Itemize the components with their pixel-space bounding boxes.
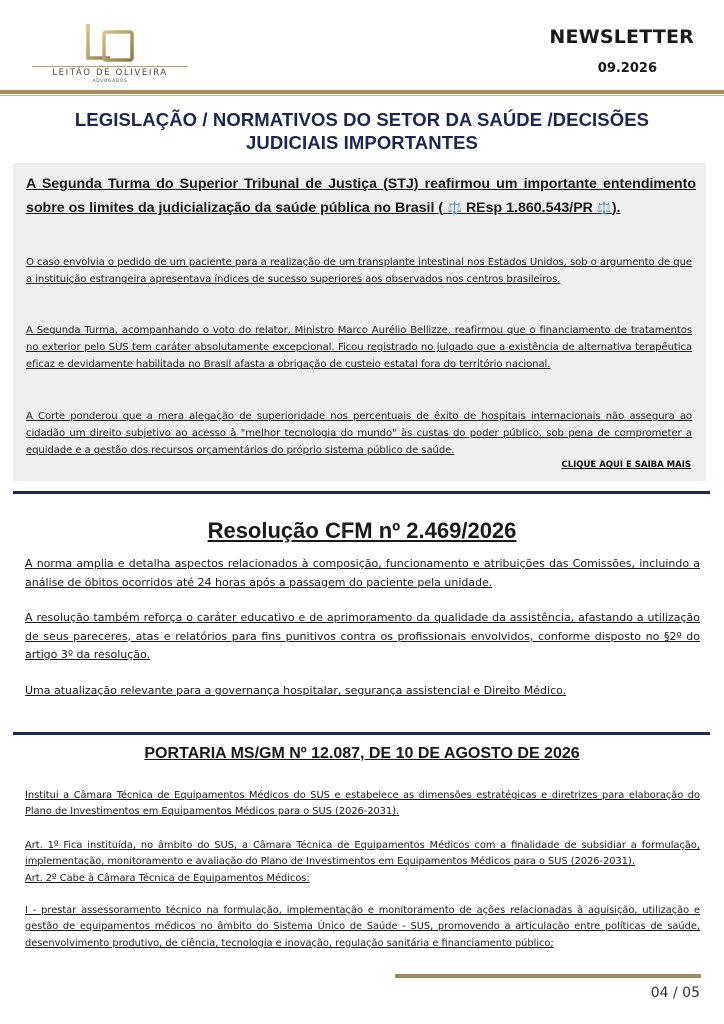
portaria-item-i: I - prestar assessoramento técnico na formulação, implementação e monitoramento de ações relacionadas à aquisição, utilização e gestão de equipamentos médicos no âmbito do Sistema Único de Saúde - SUS, promovendo a articulação entre políticas de saúde, desenvolvimento produtivo, de ciência, tecnologia e inovação, regulação sanitária e financiamento público; [25,905,700,949]
header-divider-thin [0,95,724,96]
resolucao-paragraph-3: Uma atualização relevante para a governança hospitalar, segurança assistencial e Direito Médico. [25,684,567,697]
footer-divider [395,974,701,978]
stj-paragraph-1: O caso envolvia o pedido de um paciente para a realização de um transplante intestinal nos Estados Unidos, sob o argumento de que a instituição estrangeira apresentava índices de sucesso superiores aos observados nos centros brasileiros. [26,257,692,286]
stj-paragraph-3: A Corte ponderou que a mera alegação de superioridade nos percentuais de êxito de hospitais internacionais não assegura ao cidadão um direito subjetivo ao acesso à "melhor tecnologia do mundo" às custas do poder público, sob pena de comprometer a equidade e a gestão dos recursos orçamentários do próprio sistema público de saúde. [26,411,692,457]
stj-headline [26,172,696,220]
newsletter-title: NEWSLETTER [549,26,694,48]
scales-icon: ⚖️ [596,201,612,215]
resolucao-paragraph-1: A norma amplia e detalha aspectos relacionados à composição, funcionamento e atribuições das Comissões, incluindo a análise de óbitos ocorridos até 24 horas após a passagem do paciente pela unidade. [25,557,700,589]
stj-headline-end: ). [611,200,621,216]
stj-paragraph-2: A Segunda Turma, acompanhando o voto do relator, Ministro Marco Aurélio Bellizze, reafirmou que o financiamento de tratamentos no exterior pelo SUS tem caráter absolutamente excepcional. Ficou registrado no julgado que a existência de alternativa terapêutica eficaz e devidamente habilitada no Brasil afasta a obrigação de custeio estatal fora do território nacional. [26,325,692,371]
section-divider [13,732,710,735]
section-title: LEGISLAÇÃO / NORMATIVOS DO SETOR DA SAÚDE /DECISÕES JUDICIAIS IMPORTANTES [74,109,650,153]
read-more-link[interactable]: CLIQUE AQUI E SAIBA MAIS [561,460,691,470]
resolucao-paragraph-2: A resolução também reforça o caráter educativo e de aprimoramento da qualidade da assistência, afastando a utilização de seus pareceres, atas e relatórios para fins punitivos contra os profissionais envolvidos, conforme disposto no §2º do artigo 3º da resolução. [25,611,700,662]
firm-name: LEITÃO DE OLIVEIRA [32,66,188,78]
portaria-paragraph-1: Institui a Câmara Técnica de Equipamentos Médicos do SUS e estabelece as dimensões estratégicas e diretrizes para elaboração do Plano de Investimentos em Equipamentos Médicos para o SUS (2026-2031). [25,790,700,818]
stj-headline-text: A Segunda Turma do Superior Tribunal de Justiça (STJ) reafirmou um importante entendimento sobre os limites da judicialização da saúde pública no Brasil ( [26,176,696,216]
portaria-title: PORTARIA MS/GM Nº 12.087, DE 10 DE AGOSTO DE 2026 [144,745,580,762]
firm-subtitle: ADVOGADOS [92,79,128,84]
newsletter-issue: 09.2026 [597,61,657,76]
portaria-article-1 [25,838,700,887]
page-number: 04 / 05 [650,985,700,1001]
section-divider [13,491,710,494]
portaria-article-1-text: Art. 1º Fica instituída, no âmbito do SUS, a Câmara Técnica de Equipamentos Médicos com a finalidade de subsidiar a formulação, implementação, monitoramento e avaliação do Plano de Investimentos em Equipamentos Médicos para o SUS (2026-2031). [25,840,700,868]
portaria-article-2-text: Art. 2º Cabe à Câmara Técnica de Equipamentos Médicos: [25,872,310,884]
scales-icon: ⚖️ [447,201,462,215]
header-divider [0,90,724,94]
resolucao-title: Resolução CFM nº 2.469/2026 [207,518,517,543]
firm-logo-monogram [84,22,136,64]
resp-reference-link[interactable]: REsp 1.860.543/PR [465,200,593,216]
